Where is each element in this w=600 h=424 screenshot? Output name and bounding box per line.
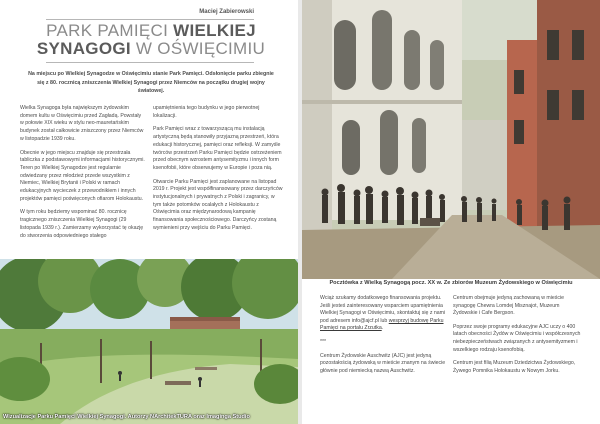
title-rule-bottom — [46, 62, 254, 63]
text-column-2 — [153, 105, 283, 239]
synagogue-postcard-image — [302, 0, 600, 279]
right-page — [302, 0, 600, 424]
paragraph: Obecnie w jego miejscu znajduje się przestrzała tabliczka z podstawowymi informacjami historycznymi. Teren po Wielkiej Synagodze jest regularnie odwiedzany przez młodzież przede wszystkim z Niemiec, Wielkiej Brytanii i Polski w ramach edukacyjnych wycieczek z przewodnikiem i innych projektów pamięci poświęconych ofiarom Holokaustu. — [20, 149, 145, 202]
paragraph: Wielka Synagoga była największym żydowskim domem kultu w Oświęcimiu przed Zagładą. Powstały w połowie XIX wieku w stylu neo-mauretańskim budynek został całkowicie zniszczony przez Niemców w listopadzie 1939 roku. — [20, 105, 144, 142]
synagogue-street-illustration — [302, 0, 600, 279]
photo-caption-right: Pocztówka z Wielką Synagogą pocz. XX w. Ze zbiorów Muzeum Żydowskiego w Oświęcimiu — [329, 280, 573, 286]
article-title — [20, 22, 282, 58]
right-text-column-1 — [320, 295, 446, 381]
park-visualization-image — [0, 259, 298, 424]
paragraph: W tym roku będziemy wspominać 80. rocznicę tragicznego zniszczenia Wielkiej Synagogi (29 listopada 1939 r.). Zamierzamy wykorzystać tę okazję do stworzenia odpowiedniego stałego — [20, 209, 144, 239]
paragraph: Centrum obejmuje jedyną zachowaną w mieście synagogę Chewra Lomdej Misznajot, Muzeum Żydowskie i Cafe Bergson. — [453, 295, 565, 317]
photo-caption-left: Wizualizacje Parku Pamięci Wielkiej Synagogi. Autorzy NArchitekTURA oraz Imaginga Studio — [3, 414, 250, 420]
paragraph: upamiętnienia tego budynku w jego pierwotnej lokalizacji. — [153, 105, 260, 119]
support-text-end: . — [381, 325, 384, 332]
support-text: Wciąż szukamy dodatkowego finansowania projektu. Jeśli jesteś zainteresowany wsparciem upamiętnienia Wielkiej Synagogi w Oświęcimiu, skontaktuj się z nami pod adresem info@ajcf.pl lub — [320, 295, 446, 324]
title-part-4: W OŚWIĘCIMIU — [135, 39, 266, 58]
support-paragraph — [320, 295, 446, 333]
paragraph: Centrum Żydowskie Auschwitz (AJC) jest jedyną pozostałością żydowską w mieście znanym na świecie głównie pod niemiecką nazwą Auschwitz. — [320, 352, 446, 374]
title-part-3: SYNAGOGI — [36, 39, 131, 58]
paragraph: Park Pamięci wraz z towarzyszącą mu instalacją artystyczną będą stanowiły przyjazną przestrzeń, która edukacji historycznej, pamięci oraz refleksji. W zamyśle twórców przestrzeń Parku Pamięci będzie ostrzeżeniem przed obecnym wzrostem antysemityzmu i innych form ksenofobii, które obserwujemy w Europie i poza nią. — [153, 126, 282, 171]
author-name: Maciej Zabierowski — [199, 9, 254, 15]
title-part-2: WIELKIEJ — [173, 21, 256, 40]
right-text-column-2 — [453, 295, 585, 381]
paragraph: Centrum jest filią Muzeum Dziedzictwa Żydowskiego, Żywego Pomnika Holokaustu w Nowym Jorku. — [453, 360, 576, 374]
title-rule-top — [46, 19, 254, 20]
title-part-1: PARK PAMIĘCI — [46, 21, 169, 40]
paragraph: Otwarcie Parku Pamięci jest zaplanowane na listopad 2019 r. Projekt jest współfinansowany przez darczyńców instytucjonalnych i prywatnych z Polski i zagranicy, w tym także potomków ocalałych z Holokaustu z Oświęcimia oraz międzynarodową kampanię finansowania społecznościowego. Darczyńcy zostaną wymienieni przy wejściu do Parku Pamięci. — [153, 178, 283, 231]
text-column-1 — [20, 105, 146, 246]
separator-stars: *** — [320, 338, 327, 345]
lead-paragraph: Na miejscu po Wielkiej Synagodze w Oświęcimiu stanie Park Pamięci. Odsłonięcie parku zbiegnie się z 80. rocznicą zniszczenia Wielkiej Synagogi przez Niemców na początku drugiej wojny światowej. — [28, 71, 274, 95]
paragraph: Poprzez swoje programy edukacyjne AJC uczy o 400 latach obecności Żydów w Oświęcimiu i współczesnych niebezpieczeństwach związanych z antysemityzmem i wszelkiego rodzaju ksenofobią. — [453, 323, 581, 353]
left-page — [0, 0, 298, 424]
park-visualization-illustration — [0, 259, 298, 424]
crowdfunding-link[interactable]: wesprzyj budowę Parku Pamięci na portalu Zrzutka — [320, 317, 444, 332]
